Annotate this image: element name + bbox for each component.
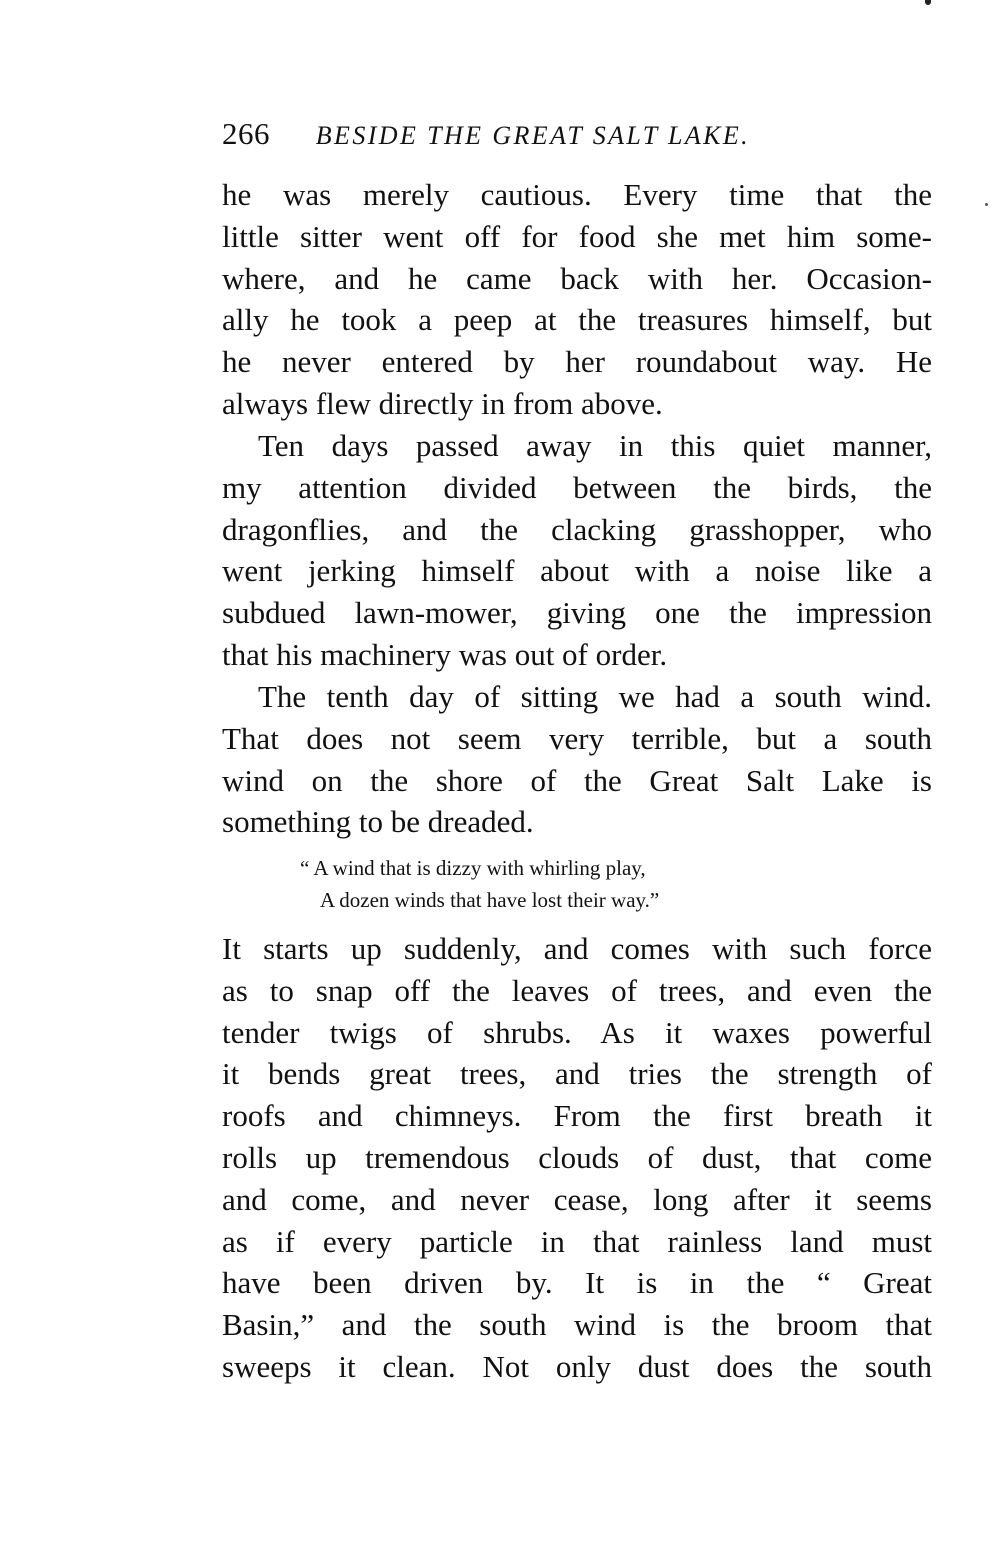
page-header	[222, 112, 932, 156]
text-line: it bends great trees, and tries the strength of	[222, 1056, 932, 1092]
text-line: tender twigs of shrubs. As it waxes powerful	[222, 1014, 932, 1050]
text-line: ally he took a peep at the treasures himself, but	[222, 302, 932, 338]
text-line: It starts up suddenly, and comes with such force	[222, 931, 932, 966]
text-line: wind on the shore of the Great Salt Lake is	[222, 762, 932, 798]
verse-quotation	[300, 852, 820, 916]
paragraph-2	[222, 425, 932, 676]
text-line: and come, and never cease, long after it seems	[222, 1181, 932, 1217]
page-number: 266	[222, 116, 270, 151]
text-line: he never entered by her roundabout way. He	[222, 344, 932, 380]
text-line: Ten days passed away in this quiet manner,	[258, 428, 932, 463]
running-head: BESIDE THE GREAT SALT LAKE.	[315, 121, 751, 150]
verse-line: A dozen winds that have lost their way.”	[320, 888, 660, 912]
text-line: always flew directly in from above.	[222, 385, 663, 421]
text-line: rolls up tremendous clouds of dust, that come	[222, 1139, 932, 1175]
text-line: my attention divided between the birds, the	[222, 469, 932, 505]
paragraph-4	[222, 928, 932, 1388]
text-line: little sitter went off for food she met him some-	[222, 218, 932, 254]
text-line: subdued lawn-mower, giving one the impression	[222, 595, 932, 631]
verse-line: “ A wind that is dizzy with whirling play,	[300, 856, 646, 880]
text-line: The tenth day of sitting we had a south wind.	[258, 679, 932, 714]
text-line: have been driven by. It is in the “ Great	[222, 1265, 932, 1301]
text-line: dragonflies, and the clacking grasshopper, who	[222, 511, 932, 547]
paragraph-3	[222, 676, 932, 843]
margin-ink-dot	[985, 203, 988, 206]
text-line: Basin,” and the south wind is the broom that	[222, 1307, 932, 1343]
text-line: roofs and chimneys. From the first breath it	[222, 1098, 932, 1134]
text-line: he was merely cautious. Every time that the	[222, 177, 932, 212]
text-line: went jerking himself about with a noise like a	[222, 553, 932, 589]
paragraph-1	[222, 174, 932, 425]
text-line: as to snap off the leaves of trees, and even the	[222, 972, 932, 1008]
text-line: that his machinery was out of order.	[222, 636, 668, 672]
text-line: That does not seem very terrible, but a south	[222, 720, 932, 756]
corner-ink-mark	[925, 0, 931, 5]
text-line: something to be dreaded.	[222, 804, 534, 840]
text-line: sweeps it clean. Not only dust does the south	[222, 1348, 932, 1384]
text-line: where, and he came back with her. Occasion-	[222, 260, 932, 296]
text-line: as if every particle in that rainless land must	[222, 1223, 932, 1259]
